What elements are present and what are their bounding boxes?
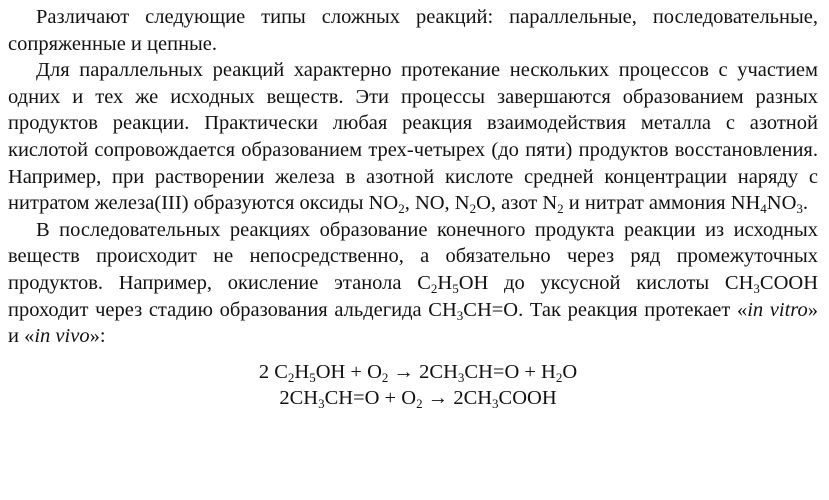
subscript: 4 <box>760 201 767 217</box>
subscript: 3 <box>492 395 499 411</box>
subscript: 2 <box>381 369 389 385</box>
eq-run: O <box>562 360 578 383</box>
subscript: 2 <box>398 201 405 217</box>
text-run: » и « <box>8 298 818 348</box>
paragraph-sequential-reactions <box>8 217 818 350</box>
subscript: 3 <box>796 201 803 217</box>
eq-run: → 2CH <box>388 360 458 383</box>
eq-run: CH=O + H <box>464 360 556 383</box>
text-run: В последовательных реакциях образование конечного продукта реакции из исходных веществ происходит не непосредственно, а обязательно через ряд промежуточных продуктов. Например, окисление этанола C <box>8 218 818 294</box>
eq-run: OH + O <box>315 360 382 383</box>
subscript: 2 <box>557 201 564 217</box>
subscript: 3 <box>457 369 465 385</box>
subscript: 2 <box>287 369 295 385</box>
paragraph-parallel-reactions <box>8 57 818 217</box>
subscript: 2 <box>430 280 438 296</box>
equation-ethanol-oxidation <box>8 359 818 385</box>
text-run: »: <box>89 325 106 348</box>
text-run: CH=O. Так реакция протекает « <box>463 298 748 321</box>
eq-run: 2 C <box>258 360 288 383</box>
text-run: O, азот N <box>476 192 558 215</box>
subscript: 3 <box>456 307 464 323</box>
text-run: COOH проходит через стадию образования альдегида CH <box>8 271 818 321</box>
subscript: 3 <box>753 280 760 296</box>
text-run: OH до уксусной кислоты CH <box>458 271 754 294</box>
document-page <box>8 4 818 411</box>
equations-block <box>8 359 818 411</box>
eq-run: → 2CH <box>422 386 493 409</box>
text-run: NO <box>766 192 797 215</box>
subscript: 3 <box>318 395 325 411</box>
subscript: 2 <box>416 395 423 411</box>
eq-run: H <box>294 360 310 383</box>
paragraph-reaction-types: Различают следующие типы сложных реакций: параллельные, последовательные, сопряженные и цепные. <box>8 6 818 55</box>
text-run: H <box>437 271 453 294</box>
equation-aldehyde-oxidation <box>8 385 818 411</box>
italic-run: in vivo <box>34 325 90 348</box>
subscript: 2 <box>555 369 563 385</box>
text-run: . <box>802 192 809 215</box>
text-run: Для параллельных реакций характерно протекание нескольких процессов с участием одних и тех же исходных веществ. Эти процессы завершаются образованием разных продуктов реакции. Практически любая реакция взаимодействия металла с азотной кислотой сопровождается образованием трех-четырех (до пяти) продуктов восстановления. Например, при растворении железа в азотной кислоте средней концентрации наряду с нитратом железа(III) образуются оксиды NO <box>8 59 818 215</box>
text-run: , NO, N <box>404 192 470 215</box>
subscript: 5 <box>452 280 459 296</box>
eq-run: 2CH <box>279 386 319 409</box>
subscript: 5 <box>309 369 316 385</box>
eq-run: COOH <box>498 386 557 409</box>
text-run: и нитрат аммония NH <box>563 192 761 215</box>
italic-run: in vitro <box>747 298 808 321</box>
eq-run: CH=O + O <box>324 386 417 409</box>
subscript: 2 <box>469 201 477 217</box>
